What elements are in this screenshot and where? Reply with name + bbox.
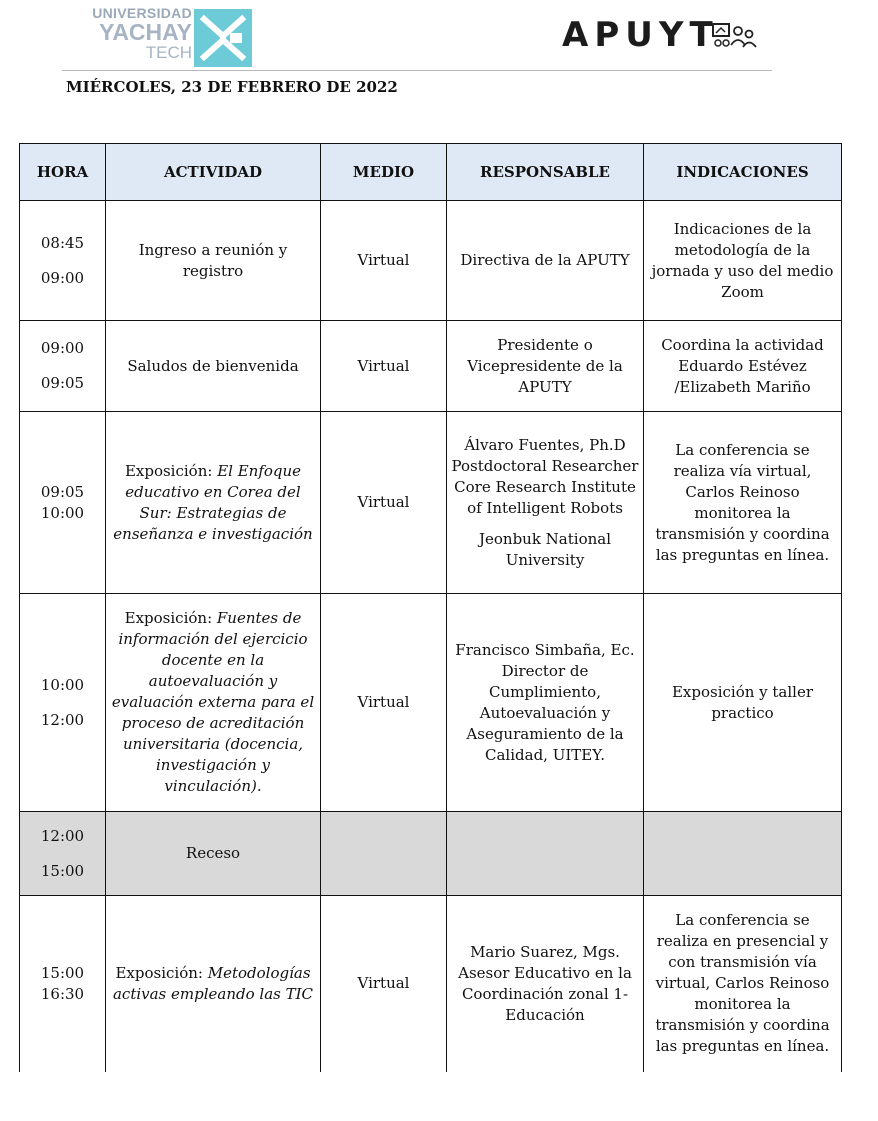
agenda-date: MIÉRCOLES, 23 DE FEBRERO DE 2022 xyxy=(66,78,398,96)
activity-text: Fuentes de información del ejercicio docente en la autoevaluación y evaluación externa para el proceso de acreditación universitaria (docencia, investigación y vinculación). xyxy=(111,609,315,795)
apuyt-logo-text: APUYT xyxy=(562,15,719,55)
column-header-indicaciones: INDICACIONES xyxy=(644,144,842,201)
end-time: 09:00 xyxy=(40,268,85,287)
activity-cell xyxy=(106,812,321,896)
responsible-cell xyxy=(447,321,644,412)
instructions-cell: Exposición y taller practico xyxy=(644,594,842,812)
responsible-text: Francisco Simbaña, Ec. Director de Cumplimiento, Autoevaluación y Aseguramiento de la Calidad, UITEY. xyxy=(455,640,635,764)
activity-prefix: Exposición: xyxy=(115,963,208,982)
medium-cell xyxy=(321,812,447,896)
table-row xyxy=(20,201,842,321)
time-cell xyxy=(20,812,106,896)
instructions-cell: La conferencia se realiza vía virtual, Carlos Reinoso monitorea la transmisión y coordina las preguntas en línea. xyxy=(644,412,842,594)
end-time: 09:05 xyxy=(40,374,85,392)
activity-text: Ingreso a reunión y registro xyxy=(138,240,288,280)
time-cell xyxy=(20,412,106,594)
apuyt-logo xyxy=(562,15,762,55)
responsible-cell xyxy=(447,201,644,321)
column-header-hora: HORA xyxy=(20,144,106,201)
activity-text: Receso xyxy=(185,844,241,862)
yachay-emblem-icon xyxy=(194,9,252,67)
yachay-tech-logo xyxy=(82,5,252,67)
time-cell xyxy=(20,321,106,412)
table-row xyxy=(20,412,842,594)
column-header-actividad: ACTIVIDAD xyxy=(106,144,321,201)
responsible-cell xyxy=(447,812,644,896)
start-time: 09:00 xyxy=(40,339,85,357)
activity-cell xyxy=(106,594,321,812)
activity-cell xyxy=(106,321,321,412)
activity-text: Metodologías activas empleando las TIC xyxy=(112,963,314,1003)
yachay-logo-text: UNIVERSIDAD YACHAY TECH xyxy=(92,5,192,62)
activity-cell xyxy=(106,201,321,321)
start-time: 09:05 xyxy=(40,482,85,501)
page-header xyxy=(0,0,878,110)
time-cell xyxy=(20,896,106,1072)
responsible-institution: Jeonbuk National University xyxy=(478,529,612,569)
time-cell xyxy=(20,594,106,812)
agenda-table xyxy=(19,143,842,1072)
medium-cell: Virtual xyxy=(321,594,447,812)
instructions-cell xyxy=(644,812,842,896)
start-time: 15:00 xyxy=(40,963,85,982)
responsible-text: Mario Suarez, Mgs. Asesor Educativo en la Coordinación zonal 1- Educación xyxy=(458,942,632,1024)
instructions-cell: La conferencia se realiza en presencial y con transmisión vía virtual, Carlos Reinoso monitorea la transmisión y coordina las preguntas en línea. xyxy=(644,896,842,1072)
activity-prefix: Exposición: xyxy=(124,461,218,480)
people-group-icon xyxy=(712,21,758,51)
activity-cell xyxy=(106,896,321,1072)
medium-cell: Virtual xyxy=(321,896,447,1072)
end-time: 15:00 xyxy=(40,861,85,880)
activity-prefix: Exposición: xyxy=(124,609,217,627)
column-header-medio: MEDIO xyxy=(321,144,447,201)
table-header-row xyxy=(20,144,842,201)
instructions-cell: Coordina la actividad Eduardo Estévez /Elizabeth Mariño xyxy=(644,321,842,412)
end-time: 10:00 xyxy=(40,503,85,522)
responsible-text: Directiva de la APUTY xyxy=(460,251,630,269)
header-divider xyxy=(62,70,772,71)
end-time: 12:00 xyxy=(40,710,85,729)
responsible-cell xyxy=(447,594,644,812)
end-time: 16:30 xyxy=(40,984,85,1003)
medium-cell: Virtual xyxy=(321,201,447,321)
time-cell xyxy=(20,201,106,321)
table-row xyxy=(20,321,842,412)
column-header-responsable: RESPONSABLE xyxy=(447,144,644,201)
medium-cell: Virtual xyxy=(321,412,447,594)
table-row xyxy=(20,812,842,896)
responsible-text: Álvaro Fuentes, Ph.D Postdoctoral Researcher Core Research Institute of Intelligent Robots xyxy=(451,435,639,517)
responsible-cell xyxy=(447,896,644,1072)
responsible-cell xyxy=(447,412,644,594)
start-time: 10:00 xyxy=(40,675,85,694)
activity-text: El Enfoque educativo en Corea del Sur: Estrategias de enseñanza e investigación xyxy=(113,461,313,543)
start-time: 08:45 xyxy=(40,233,85,252)
instructions-cell: Indicaciones de la metodología de la jornada y uso del medio Zoom xyxy=(644,201,842,321)
activity-cell xyxy=(106,412,321,594)
responsible-text: Presidente o Vicepresidente de la APUTY xyxy=(467,335,623,396)
table-row xyxy=(20,594,842,812)
medium-cell: Virtual xyxy=(321,321,447,412)
table-row xyxy=(20,896,842,1072)
start-time: 12:00 xyxy=(40,826,85,845)
activity-text: Saludos de bienvenida xyxy=(127,356,299,375)
